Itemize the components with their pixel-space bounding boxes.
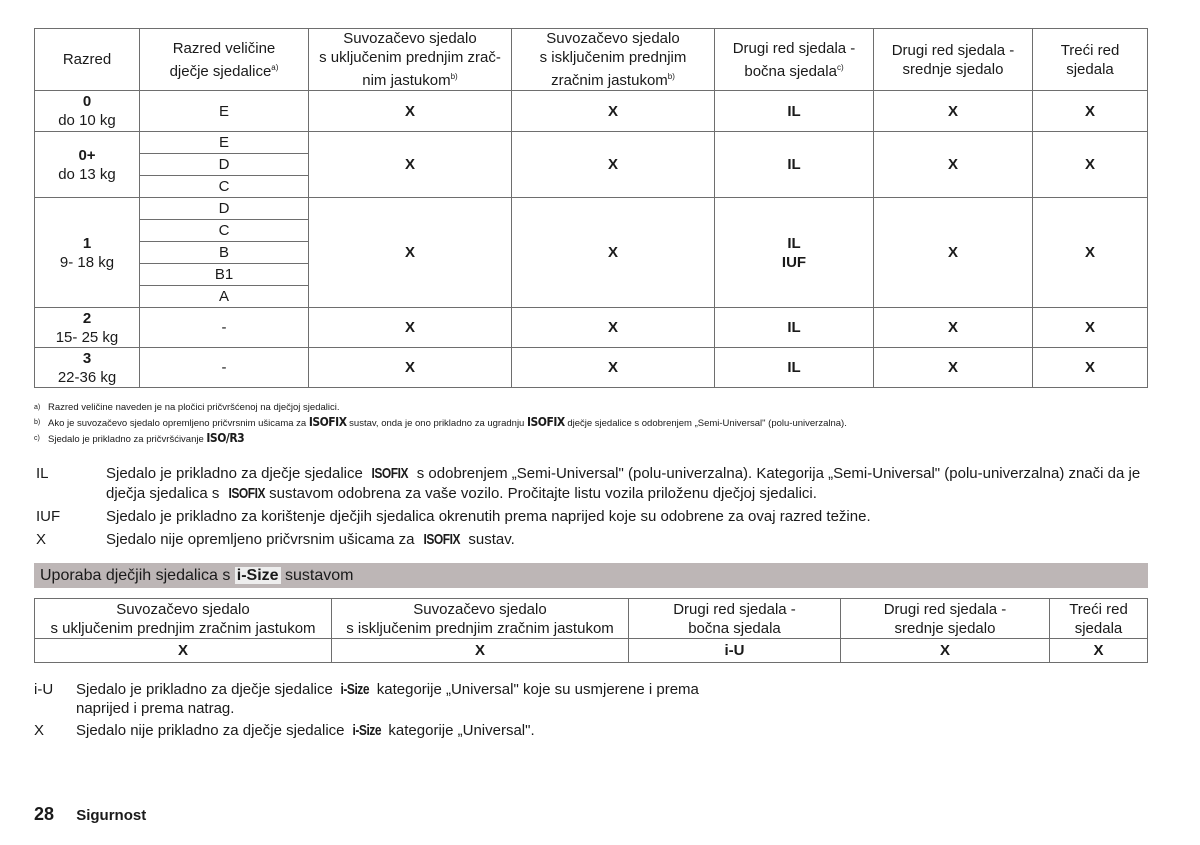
footnote-text-part: Ako je suvozačevo sjedalo opremljeno pričvrsnim ušicama za (48, 418, 307, 429)
size-class-cell: D (140, 198, 309, 220)
legend-item-iu (34, 680, 734, 718)
value-cell (715, 198, 874, 308)
header-text: bočna sjedala (744, 62, 837, 80)
size-class-cell: B1 (140, 264, 309, 286)
header-text: dječje sjedalice (169, 62, 272, 80)
isofix-logo: ISOFIX (228, 485, 265, 502)
legend-key: IL (36, 465, 49, 482)
legend-text-part: kategorije „Universal". (388, 722, 535, 739)
class-weight: do 13 kg (58, 165, 116, 183)
value-cell: X (1033, 198, 1148, 308)
class-number: 3 (82, 349, 92, 367)
class-weight: 15- 25 kg (55, 328, 119, 346)
size-class-cell: A (140, 286, 309, 308)
table-row (35, 198, 1148, 220)
isofix-logo: ISOFIX (308, 415, 347, 429)
isofix-compatibility-table (34, 28, 1148, 388)
legend-text-part: Sjedalo je prikladno za dječje sjedalice (106, 465, 363, 482)
header-text: Drugi red sjedala - (732, 39, 856, 57)
legend-text-part: Sjedalo nije prikladno za dječje sjedalice (76, 722, 345, 739)
footnote-c (34, 431, 847, 447)
section-title-part: sustavom (285, 567, 354, 584)
weight-class-cell (35, 91, 140, 132)
legend-item-x (36, 530, 1146, 550)
header-text: zračnim jastukom (551, 72, 668, 89)
class-weight: 22-36 kg (57, 368, 117, 386)
header-text: Drugi red sjedala - (891, 41, 1015, 59)
footnote-text (48, 415, 847, 431)
class-number: 1 (82, 234, 92, 252)
section-title-part: Uporaba dječjih sjedalica s (40, 567, 231, 584)
value-cell: X (512, 132, 715, 198)
isize-logo: i-Size (352, 722, 381, 739)
isofix-logo: ISOFIX (423, 531, 460, 548)
value-cell: X (309, 198, 512, 308)
value-cell: X (874, 348, 1033, 388)
value-cell: X (1033, 348, 1148, 388)
header-passenger-airbag-off (512, 29, 715, 91)
footnotes (34, 400, 847, 447)
size-class-cell: C (140, 220, 309, 242)
footnote-text-part: Sjedalo je prikladno za pričvršćivanje (48, 434, 204, 445)
header-third-row (1050, 599, 1148, 639)
header-passenger-airbag-on (35, 599, 332, 639)
header-text: s uključenim prednjim zrač- (319, 49, 501, 66)
legend (36, 464, 1146, 553)
section-name: Sigurnost (76, 807, 147, 824)
class-weight: 9- 18 kg (59, 253, 115, 271)
size-class-cell: E (140, 132, 309, 154)
legend-text: Sjedalo je prikladno za korištenje dječjih sjedalica okrenutih prema naprijed koje su odobrene za ovaj razred težine. (106, 508, 871, 525)
value-cell: IL (715, 132, 874, 198)
isofix-logo: ISOFIX (526, 415, 565, 429)
table-row (35, 348, 1148, 388)
value-cell: X (841, 639, 1050, 663)
header-passenger-airbag-off (332, 599, 629, 639)
footnote-text-part: dječje sjedalice s odobrenjem „Semi-Universal" (polu-univerzalna). (567, 418, 847, 429)
header-second-row-middle (874, 29, 1033, 91)
weight-class-cell (35, 132, 140, 198)
section-heading (34, 563, 1148, 588)
value-cell: X (309, 308, 512, 348)
header-passenger-airbag-on (309, 29, 512, 91)
legend-item-il (36, 464, 1146, 504)
value-cell: X (512, 308, 715, 348)
header-text: s isključenim prednjim (539, 49, 687, 66)
legend-key: X (36, 531, 47, 548)
header-text: srednje sjedalo (902, 60, 1004, 78)
header-text: Suvozačevo sjedalo (413, 600, 547, 618)
size-class-cell: E (140, 91, 309, 132)
header-text: Drugi red sjedala - (673, 600, 796, 618)
legend-text (76, 721, 535, 740)
footnote-ref: c) (836, 62, 844, 72)
footnote-text (48, 431, 244, 447)
isize-logo: i-Size (236, 567, 279, 584)
weight-class-cell (35, 348, 140, 388)
value-cell: X (1033, 132, 1148, 198)
value-cell: X (512, 198, 715, 308)
legend-key: IUF (36, 508, 61, 525)
header-text: Razred veličine (172, 39, 276, 57)
class-number: 0+ (78, 146, 96, 164)
value-il: IL (787, 234, 801, 252)
value-cell: X (309, 91, 512, 132)
value-cell: X (1033, 308, 1148, 348)
header-text: Suvozačevo sjedalo (116, 600, 250, 618)
legend-text-part: Sjedalo nije opremljeno pričvrsnim ušicama za (106, 531, 415, 548)
header-text: Suvozačevo sjedalo (546, 30, 680, 47)
footnote-ref: b) (667, 72, 675, 81)
legend-text (106, 464, 1146, 504)
footnote-text: Razred veličine naveden je na pločici pričvršćenoj na dječjoj sjedalici. (48, 402, 340, 413)
footnote-ref: b) (450, 72, 458, 81)
table-row (35, 308, 1148, 348)
page-number: 28 (34, 804, 55, 824)
header-text: Treći red (1069, 600, 1128, 618)
weight-class-cell (35, 308, 140, 348)
header-second-row-middle (841, 599, 1050, 639)
footnote-a (34, 400, 847, 415)
header-text: s isključenim prednjim zračnim jastukom (346, 619, 614, 637)
legend-item-iuf (36, 507, 1146, 527)
header-second-row-side (629, 599, 841, 639)
table-row (35, 639, 1148, 663)
footnote-text-part: sustav, onda je ono prikladno za ugradnju (349, 418, 525, 429)
header-second-row-side (715, 29, 874, 91)
value-cell: IL (715, 348, 874, 388)
legend-text-part: sustavom odobrena za vaše vozilo. Pročitajte listu vozila priloženu dječjoj sjedalici. (269, 485, 817, 502)
size-class-cell: B (140, 242, 309, 264)
footnote-mark: b) (34, 419, 41, 426)
footnote-ref: a) (271, 62, 279, 72)
weight-class-cell (35, 198, 140, 308)
header-text: Suvozačevo sjedalo (343, 30, 477, 47)
header-third-row (1033, 29, 1148, 91)
header-text: Drugi red sjedala - (883, 600, 1007, 618)
header-text: sjedala (1074, 619, 1123, 637)
value-cell: i-U (629, 639, 841, 663)
header-razred (35, 29, 140, 91)
class-weight: do 10 kg (58, 112, 116, 129)
class-number: 2 (82, 309, 92, 327)
value-cell: IL (715, 308, 874, 348)
legend-text (106, 530, 1146, 550)
legend-key: X (34, 722, 45, 739)
value-cell: X (874, 308, 1033, 348)
value-cell: X (1050, 639, 1148, 663)
isofix-logo: ISOFIX (371, 465, 409, 482)
legend-item-x (34, 721, 734, 740)
table-row (35, 91, 1148, 132)
footnote-mark: a) (34, 404, 41, 411)
size-class-cell: C (140, 176, 309, 198)
size-class-cell: D (140, 154, 309, 176)
header-size-class (140, 29, 309, 91)
header-text: s uključenim prednjim zračnim jastukom (50, 619, 316, 637)
legend-key: i-U (34, 681, 54, 698)
footnote-b (34, 415, 847, 431)
header-text: bočna sjedala (688, 619, 781, 637)
legend-text-part: kategorije „Universal" koje su usmjerene i prema naprijed i prema natrag. (76, 681, 699, 717)
value-cell: X (35, 639, 332, 663)
page-footer (34, 804, 146, 825)
footnote-mark: c) (34, 435, 40, 442)
value-cell: X (332, 639, 629, 663)
value-cell: X (874, 198, 1033, 308)
value-cell: X (1033, 91, 1148, 132)
value-cell: X (512, 348, 715, 388)
value-cell: X (309, 348, 512, 388)
header-text: nim jastukom (362, 72, 451, 89)
legend-text-part: Sjedalo je prikladno za dječje sjedalice (76, 681, 333, 698)
table-row (35, 132, 1148, 154)
header-text: Treći red (1060, 41, 1120, 59)
isize-logo: i-Size (340, 681, 370, 698)
header-text: sjedala (1066, 60, 1114, 78)
value-cell: X (874, 132, 1033, 198)
legend-text-part: sustav. (468, 531, 515, 548)
isize-legend (34, 680, 734, 743)
value-cell: X (874, 91, 1033, 132)
iso-r3-logo: ISO/R3 (206, 431, 245, 445)
value-cell: IL (715, 91, 874, 132)
isize-compatibility-table (34, 598, 1148, 663)
value-cell: X (512, 91, 715, 132)
header-text: srednje sjedalo (894, 619, 996, 637)
size-class-cell: - (140, 348, 309, 388)
legend-text-part: s odobrenjem „Semi-Universal" (polu-univerzalna). Kategorija „Semi-Universal" (polu-univerzalna) znači da je dječja sjedalica s (106, 465, 1141, 502)
value-cell: X (309, 132, 512, 198)
value-iuf: IUF (781, 253, 807, 271)
header-text: Razred (62, 51, 112, 68)
size-class-cell: - (140, 308, 309, 348)
class-number: 0 (82, 93, 92, 110)
legend-text (76, 680, 734, 718)
